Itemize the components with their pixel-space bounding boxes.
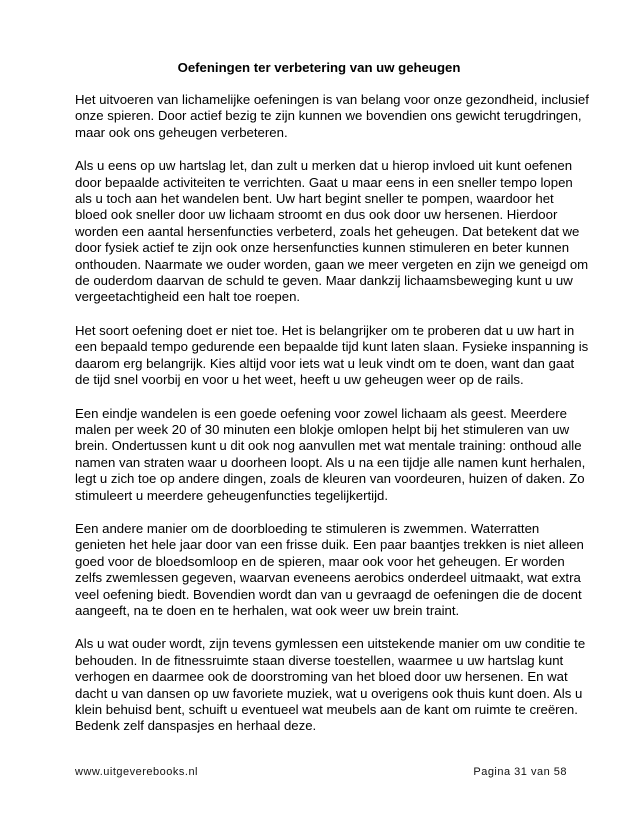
paragraph-line: stimuleert u meerdere geheugenfuncties tegelijkertijd. [75,487,389,503]
paragraph-line: brein. Ondertussen kunt u dit ook nog aanvullen met wat mentale training: onthoud alle [75,438,582,454]
paragraph-line: behouden. In de fitnessruimte staan diverse toestellen, waarmee u uw hartslag kunt [75,652,564,668]
paragraph-line: vergeetachtigheid een halt toe roepen. [75,289,301,305]
body-paragraph [75,322,589,389]
body-paragraph [75,158,589,306]
paragraph-line: worden een aantal hersenfuncties verbeterd, zoals het geheugen. Dat betekent dat we [75,223,580,239]
paragraph-line: bloed ook sneller door uw lichaam stroomt en dus ook door uw hersenen. Hierdoor [75,207,558,223]
paragraph-line: als u toch aan het wandelen bent. Uw hart begint sneller te pompen, waardoor het [75,191,554,207]
paragraph-line: de tijd snel voorbij en voor u het weet, heeft u uw geheugen weer op de rails. [75,372,524,388]
paragraph-line: maar ook ons geheugen verbeteren. [75,124,288,140]
paragraph-line: genieten het hele jaar door van een frisse duik. Een paar baantjes trekken is niet alleen [75,537,584,553]
paragraph-line: Het uitvoeren van lichamelijke oefeningen is van belang voor onze gezondheid, inclusief [75,92,589,107]
paragraph-line: onze spieren. Door actief bezig te zijn kunnen we bovendien ons gewicht terugdringen, [75,108,582,124]
paragraph-line: klein behuisd bent, schuift u eventueel wat meubels aan de kant om ruimte te creëren. [75,702,578,717]
paragraph-line: goed voor de bloedsomloop en de spieren, maar ook voor het geheugen. Er worden [75,553,565,569]
paragraph-line: door bepaalde activiteiten te verrichten. Gaat u maar eens in een sneller tempo lopen [75,174,573,190]
body-paragraph [75,636,586,734]
paragraph-line: aangeeft, na te doen en te herhalen, wat ook weer uw brein traint. [75,602,460,618]
paragraph-line: Als u eens op uw hartslag let, dan zult u merken dat u hierop invloed uit kunt oefenen [75,158,573,174]
document-body [75,92,589,752]
footer-page-number: Pagina 31 van 58 [473,766,567,778]
paragraph-line: malen per week 20 of 30 minuten een blokje omlopen helpt bij het stimuleren van uw [75,421,570,437]
paragraph-line: Een eindje wandelen is een goede oefening voor zowel lichaam als geest. Meerdere [75,405,567,421]
paragraph-line: de ouderdom daarvan de schuld te geven. Maar dankzij lichaamsbeweging kunt u uw [75,273,573,289]
paragraph-line: onthouden. Naarmate we ouder worden, gaan we meer vergeten en zijn we geneigd om [75,256,589,272]
paragraph-line: Bedenk zelf danspasjes en herhaal deze. [75,718,317,734]
body-paragraph [75,92,589,141]
body-paragraph [75,405,586,504]
paragraph-line: zelfs zwemlessen gegeven, waarvan eveneens aerobics onderdeel uitmaakt, wat extra [75,570,581,586]
paragraph-line: Een andere manier om de doorbloeding te stimuleren is zwemmen. Waterratten [75,520,540,536]
paragraph-line: Als u wat ouder wordt, zijn tevens gymlessen een uitstekende manier om uw conditie te [75,636,586,652]
paragraph-line: een bepaald tempo gedurende een bepaalde tijd kunt laten slaan. Fysieke inspanning is [75,339,589,355]
paragraph-line: verhogen en daarmee ook de doorstroming van het bloed door uw hersenen. En wat [75,669,568,685]
paragraph-line: namen van straten waar u doorheen loopt. Als u na een tijdje alle namen kunt herhalen, [75,454,586,470]
paragraph-line: dacht u van dansen op uw favoriete muziek, wat u overigens ook thuis kunt doen. Als u [75,685,583,701]
page-title: Oefeningen ter verbetering van uw geheugen [177,60,461,75]
paragraph-line: veel oefening biedt. Bovendien wordt dan van u gevraagd de oefeningen die de docent [75,586,582,602]
paragraph-line: Het soort oefening doet er niet toe. Het is belangrijker om te proberen dat u uw hart in [75,322,575,338]
paragraph-line: legt u zich toe op andere dingen, zoals de kleuren van voordeuren, huizen of daken. Zo [75,471,585,487]
body-paragraph [75,520,584,619]
paragraph-line: door fysiek actief te zijn ook onze hersenfuncties kunnen stimuleren en beter kunnen [75,240,570,256]
footer-website: www.uitgeverebooks.nl [75,766,199,778]
paragraph-line: daarom erg belangrijk. Kies altijd voor iets wat u leuk vindt om te doen, want dan gaat [75,355,575,371]
